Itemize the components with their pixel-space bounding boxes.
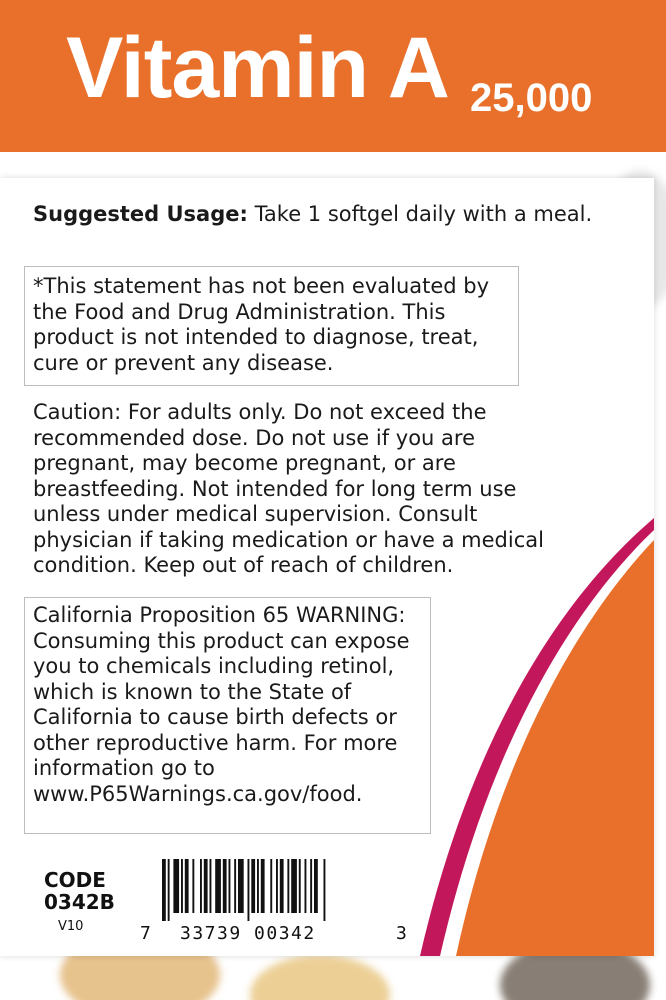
label-panel — [0, 178, 654, 956]
product-code — [44, 869, 115, 913]
product-strength: 25,000 — [470, 76, 593, 120]
barcode-left-digit: 7 — [140, 923, 151, 944]
fda-statement-box — [24, 266, 519, 386]
barcode-middle-digits: 33739 00342 — [180, 923, 316, 944]
suggested-usage-label: Suggested Usage: — [33, 202, 248, 226]
product-title-banner — [0, 0, 666, 152]
product-code-label: CODE — [44, 868, 106, 892]
label-version: V10 — [58, 919, 84, 934]
prop65-warning-box — [24, 597, 431, 834]
barcode-right-digit: 3 — [396, 923, 407, 944]
prop65-warning: California Proposition 65 WARNING: Consuming this product can expose you to chemicals including retinol, which is known to the State of California to cause birth defects or other reproductive harm. For more information go to www.P65Warnings.ca.gov/food. — [33, 603, 410, 806]
product-title: Vitamin A — [66, 20, 449, 116]
product-code-number: 0342B — [44, 890, 115, 914]
fda-statement: *This statement has not been evaluated by the Food and Drug Administration. This product is not intended to diagnose, treat, cure or prevent any disease. — [33, 274, 490, 375]
barcode-icon — [162, 859, 382, 921]
suggested-usage-text: Take 1 softgel daily with a meal. — [247, 202, 593, 226]
caution-text: Caution: For adults only. Do not exceed the recommended dose. Do not use if you are pregnant, may become pregnant, or are breastfeeding. Not intended for long term use unless under medical supervision. Consult physician if taking medication or have a medical condition. Keep out of reach of children. — [33, 400, 544, 577]
suggested-usage — [33, 202, 593, 228]
